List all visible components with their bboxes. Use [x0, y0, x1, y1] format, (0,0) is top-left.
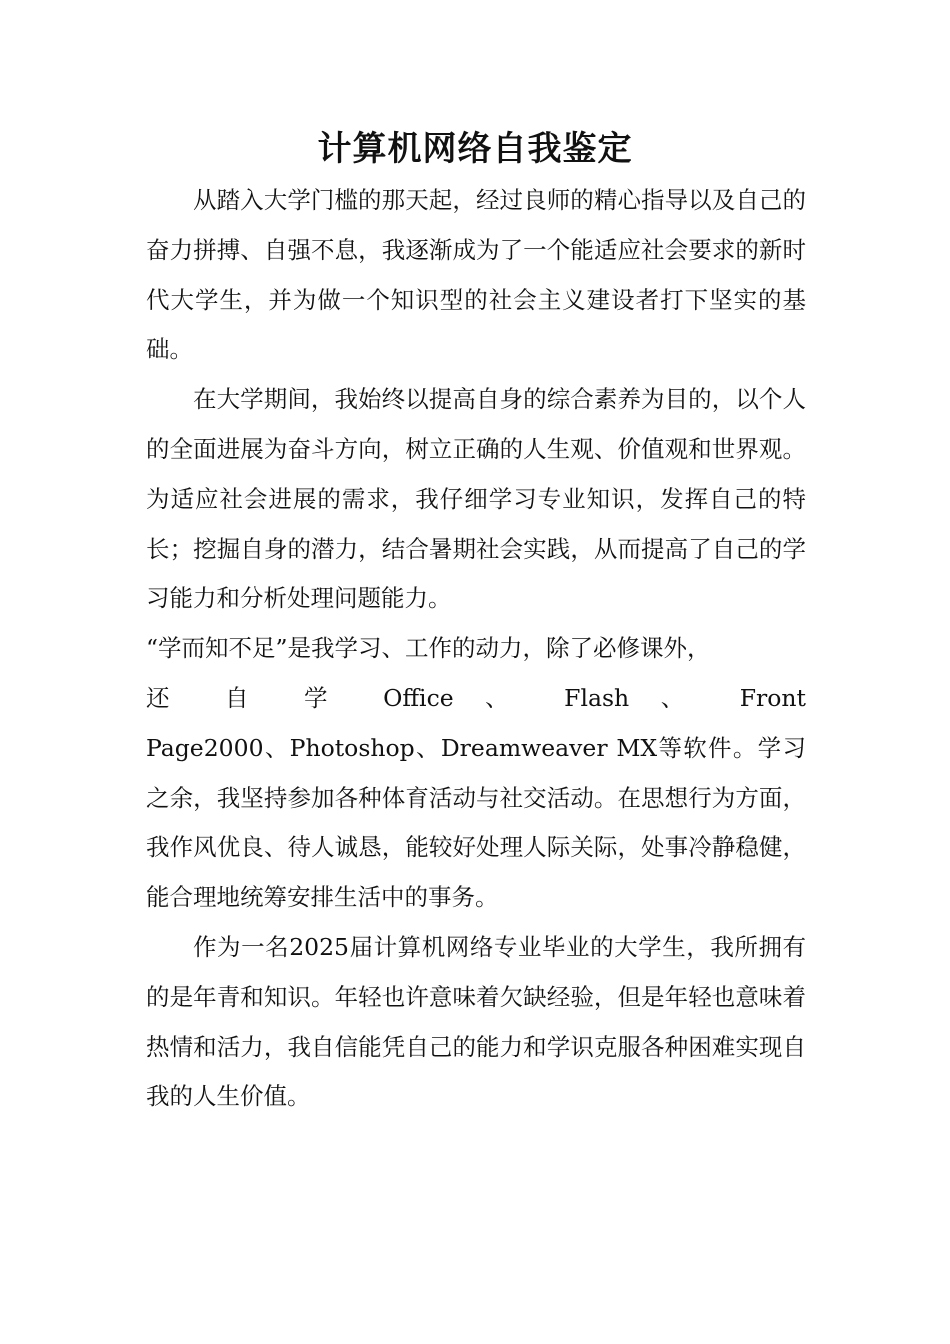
paragraph-1: 从踏入大学门槛的那天起，经过良师的精心指导以及自己的奋力拼搏、自强不息，我逐渐成为了一个能适应社会要求的新时代大学生，并为做一个知识型的社会主义建设者打下坚实的基础。	[146, 186, 806, 364]
document-title: 计算机网络自我鉴定	[317, 129, 633, 169]
document-body	[146, 176, 806, 1122]
paragraph-4: 作为一名2025届计算机网络专业毕业的大学生，我所拥有的是年青和知识。年轻也许意味着欠缺经验，但是年轻也意味着热情和活力，我自信能凭自己的能力和学识克服各种困难实现自我的人生价值。	[146, 932, 806, 1111]
paragraph-3-line-1: “学而知不足”是我学习、工作的动力，除了必修课外，	[146, 634, 711, 663]
paragraph-3-rest: Page2000、Photoshop、Dreamweaver MX等软件。学习之余，我坚持参加各种体育活动与社交活动。在思想行为方面，我作风优良、待人诚恳，能较好处理人际关际，处事冷静稳健，能合理地统筹安排生活中的事务。	[146, 733, 806, 912]
paragraph-3-line-2: 还 自 学 Office 、 Flash 、 Front	[146, 683, 806, 712]
paragraph-2: 在大学期间，我始终以提高自身的综合素养为目的，以个人的全面进展为奋斗方向，树立正确的人生观、价值观和世界观。为适应社会进展的需求，我仔细学习专业知识，发挥自己的特长；挖掘自身的潜力，结合暑期社会实践，从而提高了自己的学习能力和分析处理问题能力。	[146, 385, 806, 613]
